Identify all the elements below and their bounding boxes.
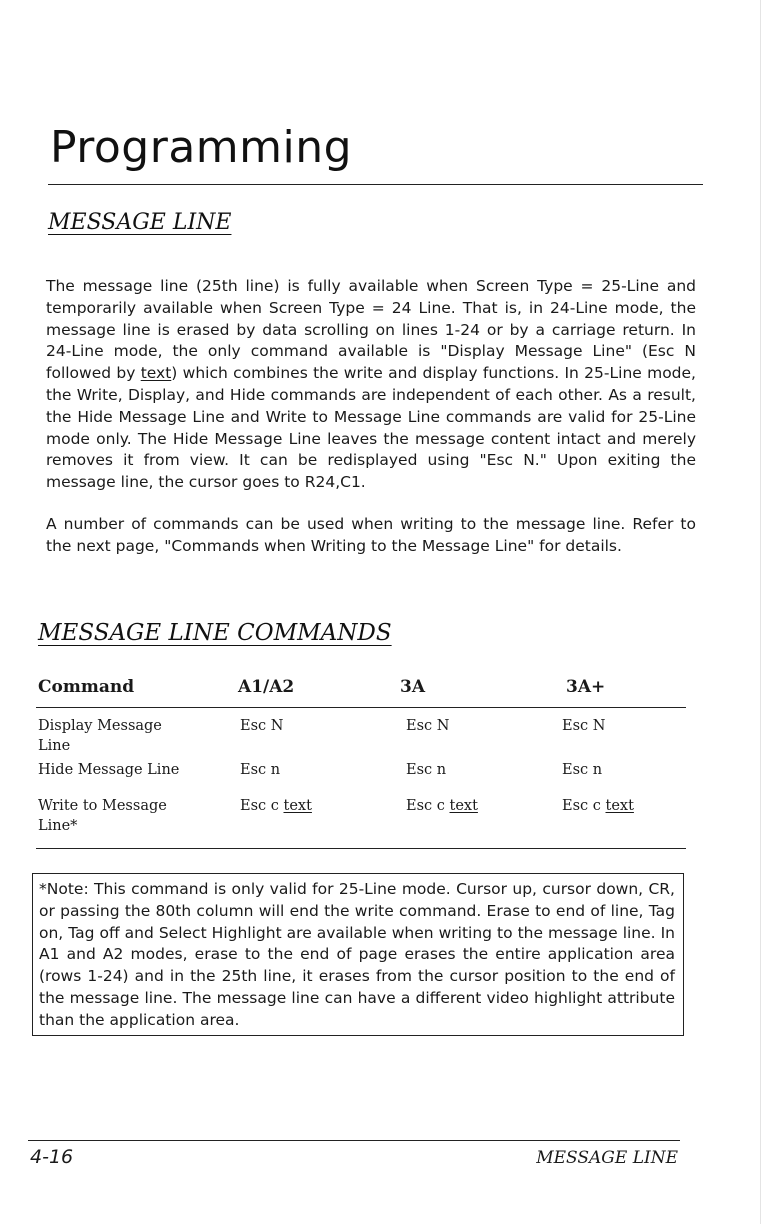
- cell-3a-plus: [562, 796, 634, 816]
- cell-a1a2: Esc n: [240, 762, 281, 778]
- table-row: [36, 716, 686, 760]
- page-number: 4-16: [30, 1146, 74, 1168]
- footer-section-name: MESSAGE LINE: [536, 1148, 678, 1168]
- cell-3a-text-arg: text: [449, 798, 478, 814]
- section-heading-message-line-commands: MESSAGE LINE COMMANDS: [38, 620, 392, 646]
- paragraph-intro-part-2: ) which combines the write and display functions. In 25-Line mode, the Write, Display, and Hide commands are independent of each other. As a result, the Hide Message Line and Write to Message Line commands are valid for 25-Line mode only. The Hide Message Line leaves the message content intact and merely removes it from view. It can be redisplayed using "Esc N." Upon exiting the message line, the cursor goes to R24,C1.: [46, 364, 696, 492]
- table-row: [36, 796, 686, 840]
- footer-rule: [28, 1140, 680, 1141]
- table-header-command: Command: [38, 677, 135, 697]
- cell-a1a2: [240, 796, 312, 816]
- cell-3a: Esc N: [406, 718, 450, 734]
- table-header-a1a2: A1/A2: [238, 677, 295, 697]
- paragraph-message-line-intro: [46, 276, 696, 494]
- table-header-row: [36, 677, 686, 708]
- table-bottom-rule: [36, 848, 686, 849]
- cell-a1a2-prefix: Esc c: [240, 798, 284, 814]
- cell-a1a2-text-arg: text: [283, 798, 312, 814]
- cell-3a-plus-prefix: Esc c: [562, 798, 606, 814]
- table-header-3a-plus: 3A+: [566, 677, 606, 697]
- cell-command: Display Message Line: [38, 718, 162, 754]
- chapter-title-rule: [48, 184, 703, 185]
- paragraph-intro-part-1: The message line (25th line) is fully available when Screen Type = 25-Line and temporarily available when Screen Type = 24 Line. That is, in 24-Line mode, the message line is erased by data scrolling on lines 1-24 or by a carriage return. In 24-Line mode, the only command available is "Display Message Line" (Esc N followed by: [46, 277, 696, 383]
- paragraph-commands-reference: A number of commands can be used when writing to the message line. Refer to the next page, "Commands when Writing to the Message Line" for details.: [46, 515, 696, 555]
- table-header-3a: 3A: [400, 677, 426, 697]
- cell-3a: Esc n: [406, 762, 447, 778]
- section-heading-message-line: MESSAGE LINE: [48, 210, 232, 235]
- cell-3a-plus-text-arg: text: [605, 798, 634, 814]
- cell-command: Write to Message Line*: [38, 798, 167, 834]
- cell-3a-plus: Esc N: [562, 718, 606, 734]
- cell-3a: [406, 796, 478, 816]
- cell-3a-plus: Esc n: [562, 762, 603, 778]
- cell-command: Hide Message Line: [38, 762, 180, 778]
- cell-a1a2: Esc N: [240, 718, 284, 734]
- table-row: [36, 760, 686, 796]
- page-edge: [760, 0, 761, 1224]
- commands-table: [36, 677, 686, 840]
- note-box: *Note: This command is only valid for 25-Line mode. Cursor up, cursor down, CR, or passing the 80th column will end the write command. Erase to end of line, Tag on, Tag off and Select Highlight are available when writing to the message line. In A1 and A2 modes, erase to the end of page erases the entire application area (rows 1-24) and in the 25th line, it erases from the cursor position to the end of the message line. The message line can have a different video highlight attribute than the application area.: [32, 873, 684, 1036]
- cell-3a-prefix: Esc c: [406, 798, 450, 814]
- chapter-title: Programming: [50, 122, 353, 173]
- paragraph-intro-text-arg: text: [140, 364, 172, 383]
